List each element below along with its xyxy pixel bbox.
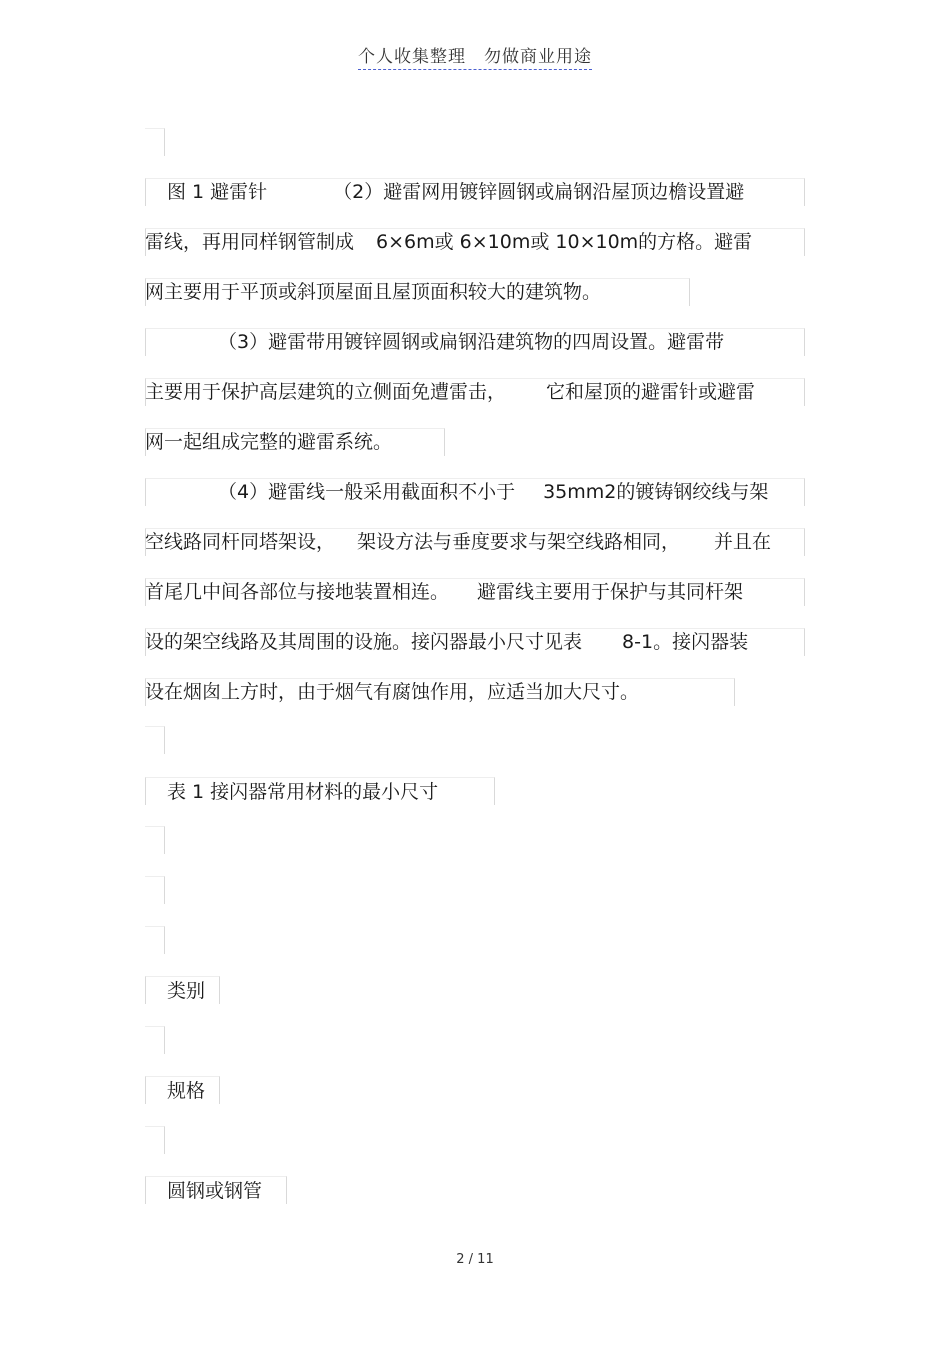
cell-border	[145, 876, 165, 904]
paragraph-line: 设的架空线路及其周围的设施。接闪器最小尺寸见表 8-1。接闪器装	[145, 631, 749, 653]
cell-border	[145, 826, 165, 854]
table-cell-spec: 规格	[167, 1080, 206, 1102]
cell-border	[145, 128, 165, 156]
table-cell-category: 类别	[167, 980, 206, 1002]
paragraph-line: 网一起组成完整的避雷系统。	[145, 431, 393, 453]
paragraph-line: 雷线，再用同样钢管制成 6×6m或 6×10m或 10×10m的方格。避雷	[145, 231, 753, 253]
cell-border	[145, 926, 165, 954]
table-caption: 表 1 接闪器常用材料的最小尺寸	[167, 781, 439, 803]
paragraph-line: 空线路同杆同塔架设， 架设方法与垂度要求与架空线路相同， 并且在	[145, 531, 772, 553]
table-cell-round-steel: 圆钢或钢管	[167, 1180, 263, 1202]
paragraph-line: 网主要用于平顶或斜顶屋面且屋顶面积较大的建筑物。	[145, 281, 602, 303]
paragraph-line: 主要用于保护高层建筑的立侧面免遭雷击， 它和屋顶的避雷针或避雷	[145, 381, 756, 403]
paragraph-line: （4）避雷线一般采用截面积不小于 35mm2的镀铸钢绞线与架	[218, 481, 769, 503]
figure-caption: 图 1 避雷针	[167, 181, 268, 203]
cell-border	[145, 1126, 165, 1154]
paragraph-line: 图 1 避雷针 （2）避雷网用镀锌圆钢或扁钢沿屋顶边檐设置避	[167, 181, 745, 203]
page-number: 2 / 11	[456, 1252, 494, 1267]
paragraph-line: 首尾几中间各部位与接地装置相连。 避雷线主要用于保护与其同杆架	[145, 581, 744, 603]
paragraph-line: 设在烟囱上方时，由于烟气有腐蚀作用，应适当加大尺寸。	[145, 681, 640, 703]
paragraph-line: （3）避雷带用镀锌圆钢或扁钢沿建筑物的四周设置。避雷带	[218, 331, 725, 353]
page-header: 个人收集整理 勿做商业用途	[358, 42, 592, 70]
cell-border	[145, 726, 165, 754]
cell-border	[145, 1026, 165, 1054]
